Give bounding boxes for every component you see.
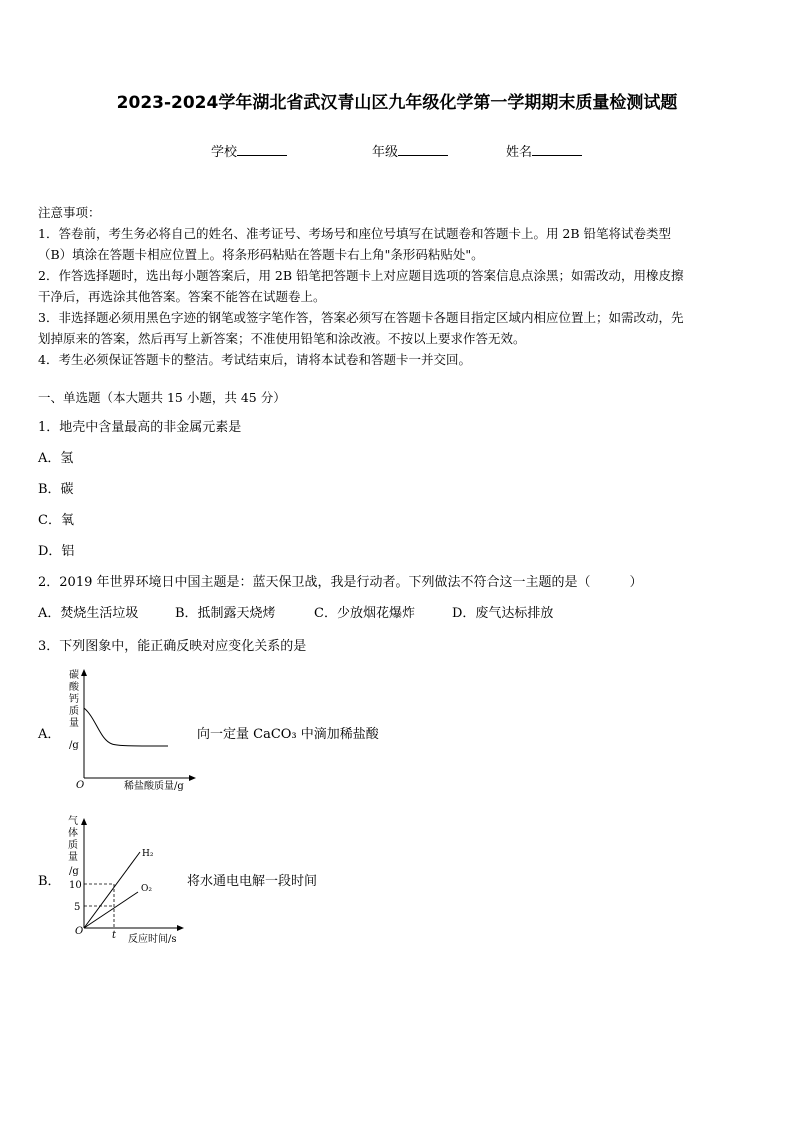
graph-b-tick-10: 10 xyxy=(69,880,82,891)
graph-b-ylabel: /g xyxy=(69,866,79,877)
name-field xyxy=(506,141,582,160)
q2-option-c: C．少放烟花爆炸 xyxy=(314,606,415,621)
q3-option-b-caption: 将水通电电解一段时间 xyxy=(187,874,318,889)
q3-option-a-letter: A． xyxy=(38,727,61,742)
q3-graph-b xyxy=(62,812,202,947)
grade-blank xyxy=(398,143,448,156)
graph-a-ylabel: 碳 xyxy=(69,670,79,681)
notice-line: 4．考生必须保证答题卡的整洁。考试结束后，请将本试卷和答题卡一并交回。 xyxy=(38,352,471,367)
graph-a-ylabel: /g xyxy=(69,740,79,751)
graph-a-ylabel: 质 xyxy=(69,706,79,717)
graph-b-tick-5: 5 xyxy=(74,902,81,913)
graph-b-ylabel: 量 xyxy=(68,852,78,863)
graph-a-y-arrow xyxy=(81,669,87,676)
page-title: 2023-2024学年湖北省武汉青山区九年级化学第一学期期末质量检测试题 xyxy=(116,93,678,113)
graph-b-h2-line xyxy=(84,852,140,928)
graph-a-xlabel: 稀盐酸质量/g xyxy=(124,781,184,792)
graph-a-ylabel: 酸 xyxy=(69,682,79,693)
graph-a-ylabel: 量 xyxy=(69,718,79,729)
graph-a-origin: O xyxy=(76,780,85,791)
notice-line: （B）填涂在答题卡相应位置上。将条形码粘贴在答题卡右上角"条形码粘贴处"。 xyxy=(38,247,484,262)
graph-b-origin: O xyxy=(75,926,84,937)
q3-graph-a xyxy=(60,666,200,796)
name-blank xyxy=(532,143,582,156)
q1-option-a: A．氢 xyxy=(38,451,74,466)
graph-b-o2-label: O₂ xyxy=(141,884,152,894)
q1-option-d: D．铝 xyxy=(38,544,75,559)
graph-b-o2-line xyxy=(84,892,138,928)
graph-b-h2-label: H₂ xyxy=(142,849,154,859)
graph-b-ylabel: 体 xyxy=(68,828,78,839)
name-label: 姓名 xyxy=(506,145,533,160)
question-1-stem: 1．地壳中含量最高的非金属元素是 xyxy=(38,420,242,435)
q2-option-b: B．抵制露天烧烤 xyxy=(175,606,276,621)
q3-option-a-caption: 向一定量 CaCO₃ 中滴加稀盐酸 xyxy=(197,727,379,742)
graph-b-ylabel: 气 xyxy=(68,816,78,827)
notice-title: 注意事项： xyxy=(38,205,101,220)
graph-b-ylabel: 质 xyxy=(68,840,78,851)
school-field xyxy=(211,141,287,160)
graph-b-tick-t: t xyxy=(112,930,117,941)
notice-line: 划掉原来的答案，然后再写上新答案；不准使用铅笔和涂改液。不按以上要求作答无效。 xyxy=(38,331,526,346)
q2-option-d: D．废气达标排放 xyxy=(452,606,554,621)
graph-b-xlabel: 反应时间/s xyxy=(128,934,177,945)
school-label: 学校 xyxy=(211,145,238,160)
notice-line: 1．答卷前，考生务必将自己的姓名、准考证号、考场号和座位号填写在试题卷和答题卡上。用 2B 铅笔将试卷类型 xyxy=(38,226,672,241)
graph-b-y-arrow xyxy=(81,818,87,825)
q3-option-b-letter: B． xyxy=(38,874,61,889)
graph-b-x-arrow xyxy=(177,925,184,931)
graph-a-x-arrow xyxy=(189,775,196,781)
school-blank xyxy=(237,143,287,156)
question-3-stem: 3．下列图象中，能正确反映对应变化关系的是 xyxy=(38,639,307,654)
graph-a-curve xyxy=(84,708,168,746)
grade-label: 年级 xyxy=(372,145,399,160)
notice-line: 3．非选择题必须用黑色字迹的钢笔或签字笔作答，答案必须写在答题卡各题目指定区域内相应位置上；如需改动，先 xyxy=(38,310,684,325)
notice-line: 干净后，再选涂其他答案。答案不能答在试题卷上。 xyxy=(38,289,326,304)
q1-option-c: C．氧 xyxy=(38,513,74,528)
grade-field xyxy=(372,141,448,160)
q2-option-a: A．焚烧生活垃圾 xyxy=(38,606,139,621)
graph-a-ylabel: 钙 xyxy=(69,694,79,705)
question-2-stem: 2．2019 年世界环境日中国主题是：蓝天保卫战，我是行动者。下列做法不符合这一主题的是（ ） xyxy=(38,575,643,590)
q1-option-b: B．碳 xyxy=(38,482,74,497)
section-title: 一、单选题（本大题共 15 小题，共 45 分） xyxy=(38,390,286,405)
notice-line: 2．作答选择题时，选出每小题答案后，用 2B 铅笔把答题卡上对应题目选项的答案信息点涂黑；如需改动，用橡皮擦 xyxy=(38,268,684,283)
